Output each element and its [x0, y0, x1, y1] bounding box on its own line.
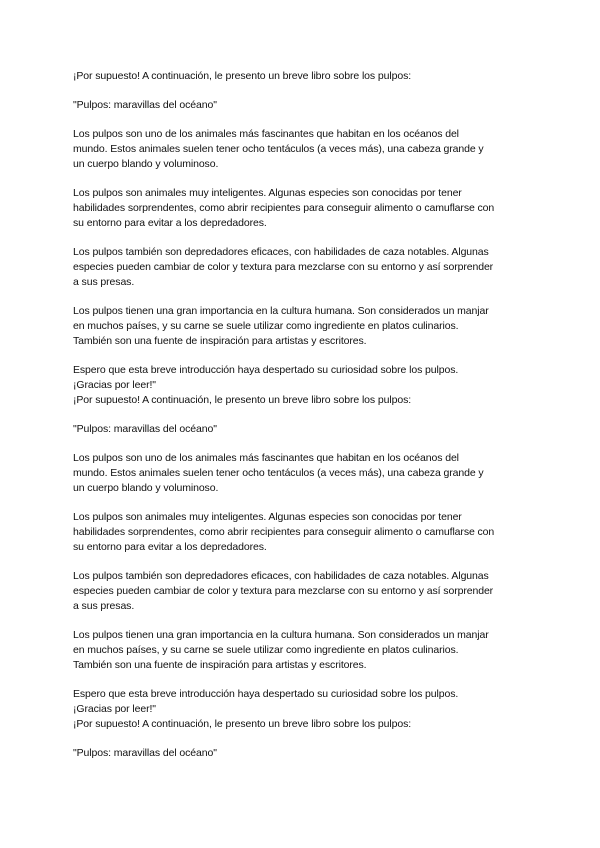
paragraph-spacer — [73, 437, 535, 451]
text-line: Los pulpos son animales muy inteligentes. Algunas especies son conocidas por tener — [73, 511, 462, 523]
text-line: "Pulpos: maravillas del océano" — [73, 423, 217, 435]
document-body — [73, 69, 535, 761]
text-line: "Pulpos: maravillas del océano" — [73, 747, 217, 759]
paragraph-spacer — [73, 408, 535, 422]
paragraph-spacer — [73, 84, 535, 98]
paragraph — [73, 363, 535, 408]
paragraph — [73, 422, 535, 437]
text-line: en muchos países, y su carne se suele utilizar como ingrediente en platos culinarios. — [73, 320, 459, 332]
paragraph-spacer — [73, 496, 535, 510]
paragraph-spacer — [73, 555, 535, 569]
paragraph — [73, 569, 535, 614]
text-line: También son una fuente de inspiración para artistas y escritores. — [73, 659, 367, 671]
text-line: También son una fuente de inspiración para artistas y escritores. — [73, 335, 367, 347]
text-line: Los pulpos son uno de los animales más fascinantes que habitan en los océanos del — [73, 452, 459, 464]
text-line: "Pulpos: maravillas del océano" — [73, 99, 217, 111]
text-line: su entorno para evitar a los depredadores. — [73, 217, 267, 229]
paragraph — [73, 687, 535, 732]
text-line: mundo. Estos animales suelen tener ocho tentáculos (a veces más), una cabeza grande y — [73, 467, 484, 479]
paragraph — [73, 98, 535, 113]
paragraph — [73, 186, 535, 231]
text-line: un cuerpo blando y voluminoso. — [73, 158, 219, 170]
paragraph-spacer — [73, 172, 535, 186]
text-line: su entorno para evitar a los depredadores. — [73, 541, 267, 553]
text-line: Los pulpos también son depredadores eficaces, con habilidades de caza notables. Algunas — [73, 570, 489, 582]
paragraph — [73, 127, 535, 172]
text-line: en muchos países, y su carne se suele utilizar como ingrediente en platos culinarios. — [73, 644, 459, 656]
paragraph-spacer — [73, 290, 535, 304]
text-line: especies pueden cambiar de color y textura para mezclarse con su entorno y así sorprender — [73, 585, 494, 597]
paragraph — [73, 628, 535, 673]
paragraph-spacer — [73, 231, 535, 245]
paragraph — [73, 69, 535, 84]
paragraph-spacer — [73, 673, 535, 687]
text-line: habilidades sorprendentes, como abrir recipientes para conseguir alimento o camuflarse con — [73, 526, 495, 538]
text-line: Los pulpos tienen una gran importancia en la cultura humana. Son considerados un manjar — [73, 629, 489, 641]
paragraph — [73, 304, 535, 349]
text-line: mundo. Estos animales suelen tener ocho tentáculos (a veces más), una cabeza grande y — [73, 143, 484, 155]
text-line: Espero que esta breve introducción haya despertado su curiosidad sobre los pulpos. — [73, 688, 459, 700]
text-line: Los pulpos son uno de los animales más fascinantes que habitan en los océanos del — [73, 128, 459, 140]
paragraph — [73, 510, 535, 555]
paragraph — [73, 451, 535, 496]
text-line: ¡Por supuesto! A continuación, le presento un breve libro sobre los pulpos: — [73, 70, 412, 82]
paragraph-spacer — [73, 614, 535, 628]
text-line: un cuerpo blando y voluminoso. — [73, 482, 219, 494]
text-line: ¡Gracias por leer!" — [73, 379, 156, 391]
text-line: a sus presas. — [73, 276, 135, 288]
text-line: Los pulpos tienen una gran importancia en la cultura humana. Son considerados un manjar — [73, 305, 489, 317]
text-line: Espero que esta breve introducción haya despertado su curiosidad sobre los pulpos. — [73, 364, 459, 376]
text-line: Los pulpos son animales muy inteligentes. Algunas especies son conocidas por tener — [73, 187, 462, 199]
paragraph-spacer — [73, 349, 535, 363]
text-line: ¡Gracias por leer!" — [73, 703, 156, 715]
paragraph — [73, 746, 535, 761]
text-line: habilidades sorprendentes, como abrir recipientes para conseguir alimento o camuflarse con — [73, 202, 495, 214]
text-line: Los pulpos también son depredadores eficaces, con habilidades de caza notables. Algunas — [73, 246, 489, 258]
text-line: a sus presas. — [73, 600, 135, 612]
text-line: especies pueden cambiar de color y textura para mezclarse con su entorno y así sorprender — [73, 261, 494, 273]
text-line: ¡Por supuesto! A continuación, le presento un breve libro sobre los pulpos: — [73, 394, 412, 406]
paragraph-spacer — [73, 113, 535, 127]
text-line: ¡Por supuesto! A continuación, le presento un breve libro sobre los pulpos: — [73, 718, 412, 730]
paragraph-spacer — [73, 732, 535, 746]
paragraph — [73, 245, 535, 290]
